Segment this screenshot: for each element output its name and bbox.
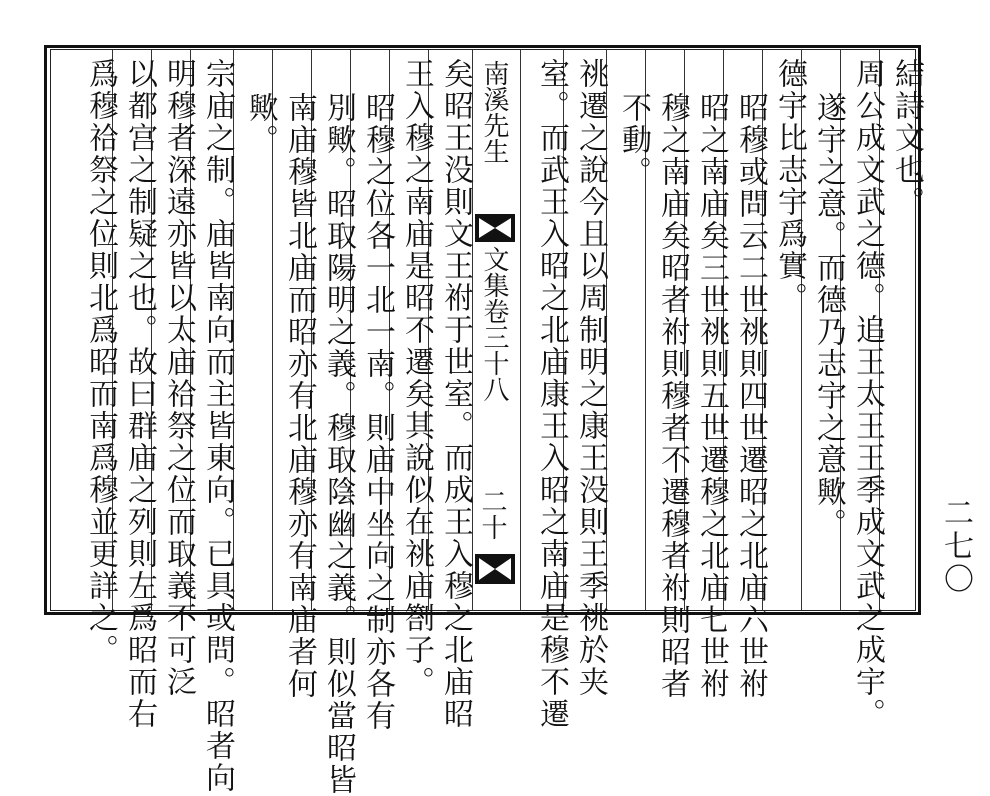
strip-volume-wrap [475, 246, 513, 402]
strip-header [475, 60, 513, 164]
text-column: 穆之南庙矣昭者祔則穆者不遷穆者祔則昭者 [655, 92, 690, 700]
text-column: 歟。 [243, 92, 278, 156]
text-column: 宗庙之制。庙皆南向而主皆東向。已具或問。昭者向 [200, 58, 235, 794]
text-column: 南庙穆皆北庙而昭亦有北庙穆亦有南庙者何 [282, 92, 317, 700]
text-column: 不動。 [616, 92, 651, 188]
strip-folio-wrap [473, 488, 511, 540]
text-column: 遂宇之意。而德乃志宇之意歟。 [811, 92, 846, 540]
text-column: 結詩文也。 [889, 58, 924, 218]
text-column: 昭之南庙矣三世祧則五世遷穆之北庙七世祔 [694, 92, 729, 700]
text-column: 別歟。昭取陽明之義。穆取陰幽之義。則似當昭皆 [321, 92, 356, 796]
strip-folio: 二十 [477, 488, 507, 540]
text-column: 祧遷之說今且以周制明之康王没則王季祧於夹 [573, 58, 608, 698]
strip-volume: 文集卷三十八 [479, 246, 509, 402]
text-column: 德宇比志宇爲實。 [772, 58, 807, 314]
text-column: 以都宫之制疑之也。故曰群庙之列則左爲昭而右 [122, 58, 157, 730]
text-column: 昭穆或問云二世祧則四世遷昭之北庙六世祔 [733, 92, 768, 700]
column-rule [520, 50, 521, 610]
strip-title: 南溪先生 [479, 60, 509, 164]
text-column: 室。而武王入昭之北庙康王入昭之南庙是穆不遷 [534, 58, 569, 730]
page-number: 二七〇 [938, 497, 973, 596]
fish-tail-ornament-icon [475, 214, 515, 242]
text-column: 王入穆之南庙是昭不遷矣其說似在祧庙劄子。 [399, 58, 434, 698]
text-column: 周公成文武之德。追王太王王季成文武之成宇。 [850, 58, 885, 730]
fish-tail-ornament-bottom-icon [475, 554, 515, 584]
text-column: 矣昭王没則文王祔于世室。而成王入穆之北庙昭 [438, 58, 473, 730]
text-column: 爲穆祫祭之位則北爲昭而南爲穆並更詳之。 [83, 58, 118, 666]
text-column: 昭穆之位各一北一南。則庙中坐向之制亦各有 [360, 92, 395, 732]
center-strip [473, 50, 517, 610]
text-column: 明穆者深遠亦皆以太庙祫祭之位而取義不可泛 [161, 58, 196, 698]
